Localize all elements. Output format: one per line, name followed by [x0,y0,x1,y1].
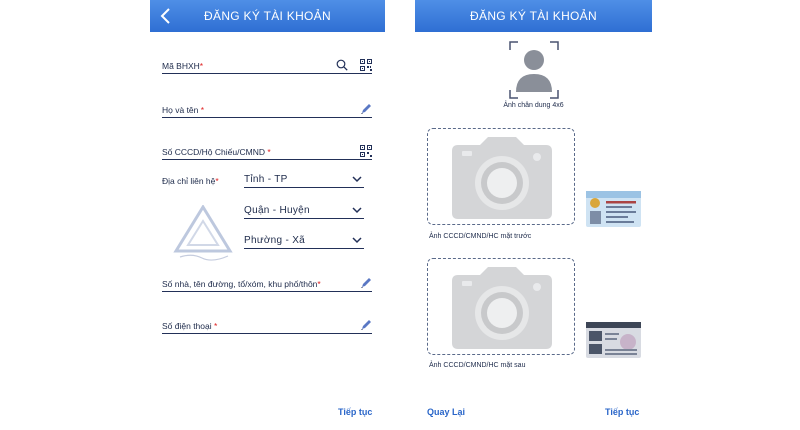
id-number-label: Số CCCD/Hộ Chiếu/CMND [162,147,268,157]
page-title: ĐĂNG KÝ TÀI KHOẢN [470,9,597,23]
chevron-down-icon [352,176,362,183]
portrait-frame-icon[interactable] [508,40,560,100]
required-mark: * [267,147,271,157]
full-name-field[interactable] [162,102,372,118]
watermark-logo [172,205,234,261]
required-mark: * [200,105,205,115]
address-label: Địa chỉ liên hệ [162,176,216,186]
required-mark: * [317,279,321,289]
portrait-caption: Ảnh chân dung 4x6 [503,102,564,109]
back-button[interactable]: Quay Lại [427,407,466,417]
camera-icon [450,265,554,351]
required-mark: * [215,176,219,186]
front-photo-caption: Ảnh CCCD/CMND/HC mặt trước [429,233,532,240]
street-address-label: Số nhà, tên đường, tổ/xóm, khu phố/thôn [162,279,318,289]
full-name-label: Họ và tên [162,105,201,115]
front-photo-upload[interactable] [427,128,575,225]
phone-label: Số điện thoại [162,321,214,331]
bhxh-field[interactable] [162,58,372,74]
ward-value: Phường - Xã [244,235,306,246]
qr-scan-icon[interactable] [360,59,372,71]
page-title: ĐĂNG KÝ TÀI KHOẢN [204,9,331,23]
header-bar [150,0,385,32]
required-mark: * [213,321,218,331]
upload-photos-screen [415,0,652,430]
id-card-front-thumbnail [586,191,641,227]
id-card-back-thumbnail [586,322,641,358]
chevron-down-icon [352,207,362,214]
camera-icon [450,135,554,221]
ward-select[interactable] [244,233,364,249]
search-icon[interactable] [336,59,348,71]
district-select[interactable] [244,203,364,219]
province-value: Tỉnh - TP [244,174,288,185]
pencil-icon[interactable] [360,277,372,289]
next-button[interactable]: Tiếp tục [605,407,640,417]
required-mark: * [199,61,204,71]
id-number-field[interactable] [162,144,372,160]
header-bar [415,0,652,32]
street-address-field[interactable] [162,276,372,292]
province-select[interactable] [244,172,364,188]
district-value: Quận - Huyện [244,205,310,216]
chevron-down-icon [352,237,362,244]
pencil-icon[interactable] [360,103,372,115]
bhxh-label: Mã BHXH [162,61,200,71]
phone-field[interactable] [162,318,372,334]
register-form-screen [150,0,385,430]
back-photo-upload[interactable] [427,258,575,355]
pencil-icon[interactable] [360,319,372,331]
next-button[interactable]: Tiếp tục [338,407,373,417]
qr-scan-icon[interactable] [360,145,372,157]
back-photo-caption: Ảnh CCCD/CMND/HC mặt sau [429,362,526,369]
